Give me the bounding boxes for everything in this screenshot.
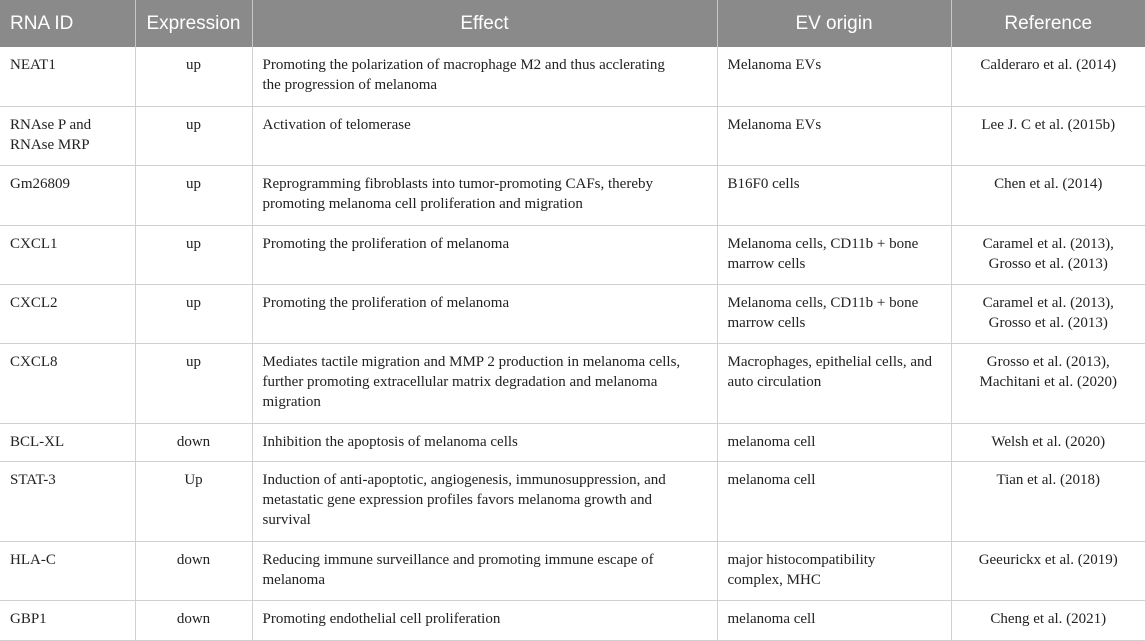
cell-expression: up — [135, 47, 252, 106]
table-row — [0, 541, 1145, 600]
table-row — [0, 423, 1145, 461]
cell-ev-origin — [717, 541, 951, 600]
cell-reference-line: Chen et al. (2014) — [994, 175, 1103, 192]
cell-effect — [252, 284, 717, 343]
cell-ev-origin-line: auto circulation — [727, 373, 822, 390]
cell-rna-id-line: NEAT1 — [10, 57, 56, 73]
cell-effect-line: melanoma — [262, 571, 325, 588]
cell-ev-origin-line: melanoma cell — [727, 610, 816, 627]
cell-rna-id-line: CXCL8 — [10, 353, 58, 370]
cell-effect — [252, 225, 717, 284]
cell-effect — [252, 47, 717, 106]
cell-reference — [951, 461, 1145, 541]
cell-reference — [951, 106, 1145, 165]
cell-rna-id — [0, 106, 135, 165]
cell-ev-origin — [717, 600, 951, 640]
cell-expression: down — [135, 600, 252, 640]
cell-effect-line: Activation of telomerase — [262, 116, 411, 133]
table-row — [0, 106, 1145, 165]
cell-rna-id-line: RNAse P and — [10, 116, 92, 133]
cell-rna-id-line: BCL-XL — [10, 433, 65, 450]
cell-ev-origin-line: Melanoma cells, CD11b + bone — [727, 294, 919, 311]
cell-ev-origin — [717, 284, 951, 343]
cell-rna-id-line: CXCL2 — [10, 294, 58, 311]
cell-effect-line: further promoting extracellular matrix degradation and melanoma — [262, 373, 658, 390]
table-row — [0, 284, 1145, 343]
cell-ev-origin-line: melanoma cell — [727, 471, 816, 488]
cell-rna-id — [0, 541, 135, 600]
cell-rna-id — [0, 165, 135, 225]
cell-reference — [951, 343, 1145, 423]
cell-reference — [951, 541, 1145, 600]
table-header — [0, 0, 1145, 47]
cell-expression: down — [135, 541, 252, 600]
cell-effect-line: migration — [262, 393, 321, 410]
cell-rna-id — [0, 461, 135, 541]
cell-ev-origin-line: Melanoma cells, CD11b + bone — [727, 235, 919, 252]
cell-expression: up — [135, 165, 252, 225]
header-rna-id: RNA ID — [0, 0, 135, 47]
cell-expression: down — [135, 423, 252, 461]
cell-rna-id — [0, 225, 135, 284]
cell-ev-origin — [717, 165, 951, 225]
cell-effect-line: Promoting the proliferation of melanoma — [262, 294, 510, 311]
cell-reference-line: Grosso et al. (2013) — [988, 255, 1108, 272]
cell-ev-origin-line: marrow cells — [727, 314, 806, 331]
header-row — [0, 0, 1145, 47]
table-row — [0, 600, 1145, 640]
header-effect: Effect — [252, 0, 717, 47]
header-expression: Expression — [135, 0, 252, 47]
cell-ev-origin — [717, 423, 951, 461]
cell-reference-line: Welsh et al. (2020) — [991, 433, 1106, 450]
cell-reference-line: Geeurickx et al. (2019) — [978, 551, 1118, 568]
cell-reference-line: Grosso et al. (2013), — [986, 353, 1110, 370]
cell-ev-origin-line: Macrophages, epithelial cells, and — [727, 353, 933, 370]
cell-reference-line: Machitani et al. (2020) — [979, 373, 1117, 390]
cell-effect — [252, 461, 717, 541]
cell-rna-id — [0, 284, 135, 343]
table-row — [0, 165, 1145, 225]
cell-effect-line: promoting melanoma cell proliferation and migration — [262, 195, 583, 212]
cell-effect-line: Inhibition the apoptosis of melanoma cells — [262, 433, 518, 450]
cell-reference — [951, 225, 1145, 284]
cell-expression: up — [135, 225, 252, 284]
cell-effect-line: metastatic gene expression profiles favors melanoma growth and — [262, 491, 652, 508]
cell-ev-origin-line: marrow cells — [727, 255, 806, 272]
cell-reference-line: Lee J. C et al. (2015b) — [981, 116, 1116, 133]
cell-effect-line: Induction of anti-apoptotic, angiogenesis, immunosuppression, and — [262, 471, 666, 488]
table-row — [0, 343, 1145, 423]
cell-ev-origin-line: Melanoma EVs — [727, 116, 822, 133]
cell-rna-id-line: CXCL1 — [10, 235, 58, 252]
cell-reference — [951, 165, 1145, 225]
cell-effect — [252, 343, 717, 423]
cell-rna-id-line: RNAse MRP — [10, 136, 90, 153]
cell-effect-line: Reprogramming fibroblasts into tumor-promoting CAFs, thereby — [262, 175, 653, 192]
cell-reference-line: Caramel et al. (2013), — [982, 294, 1114, 311]
cell-expression: Up — [135, 461, 252, 541]
cell-reference — [951, 600, 1145, 640]
cell-effect-line: survival — [262, 511, 311, 528]
cell-rna-id — [0, 600, 135, 640]
cell-effect-line: the progression of melanoma — [262, 77, 438, 93]
cell-reference-line: Calderaro et al. (2014) — [980, 57, 1117, 73]
cell-reference — [951, 423, 1145, 461]
table-row — [0, 47, 1145, 106]
cell-ev-origin — [717, 47, 951, 106]
cell-reference-line: Cheng et al. (2021) — [990, 610, 1107, 627]
cell-reference-line: Tian et al. (2018) — [996, 471, 1101, 488]
cell-effect — [252, 106, 717, 165]
cell-rna-id — [0, 343, 135, 423]
cell-ev-origin — [717, 343, 951, 423]
cell-reference — [951, 284, 1145, 343]
header-reference: Reference — [951, 0, 1145, 47]
cell-rna-id-line: GBP1 — [10, 610, 47, 627]
cell-effect — [252, 541, 717, 600]
cell-ev-origin — [717, 225, 951, 284]
cell-expression: up — [135, 343, 252, 423]
cell-rna-id-line: Gm26809 — [10, 175, 70, 192]
cell-effect-line: Promoting the polarization of macrophage M2 and thus acclerating — [262, 57, 665, 73]
cell-effect-line: Reducing immune surveillance and promoting immune escape of — [262, 551, 654, 568]
cell-rna-id — [0, 423, 135, 461]
cell-expression: up — [135, 284, 252, 343]
cell-effect — [252, 423, 717, 461]
cell-rna-id-line: HLA-C — [10, 551, 56, 568]
cell-ev-origin — [717, 106, 951, 165]
cell-ev-origin-line: Melanoma EVs — [727, 57, 822, 73]
cell-effect-line: Promoting the proliferation of melanoma — [262, 235, 510, 252]
table-row — [0, 461, 1145, 541]
cell-effect — [252, 165, 717, 225]
header-ev-origin: EV origin — [717, 0, 951, 47]
cell-reference — [951, 47, 1145, 106]
cell-rna-id-line: STAT-3 — [10, 471, 56, 488]
cell-expression: up — [135, 106, 252, 165]
cell-effect — [252, 600, 717, 640]
cell-ev-origin — [717, 461, 951, 541]
cell-reference-line: Caramel et al. (2013), — [982, 235, 1114, 252]
cell-rna-id — [0, 47, 135, 106]
cell-ev-origin-line: major histocompatibility — [727, 551, 876, 568]
cell-effect-line: Mediates tactile migration and MMP 2 production in melanoma cells, — [262, 353, 681, 370]
table-body — [0, 47, 1145, 640]
cell-effect-line: Promoting endothelial cell proliferation — [262, 610, 501, 627]
cell-reference-line: Grosso et al. (2013) — [988, 314, 1108, 331]
table-row — [0, 225, 1145, 284]
cell-ev-origin-line: B16F0 cells — [727, 175, 800, 192]
cell-ev-origin-line: melanoma cell — [727, 433, 816, 450]
cell-ev-origin-line: complex, MHC — [727, 571, 821, 588]
